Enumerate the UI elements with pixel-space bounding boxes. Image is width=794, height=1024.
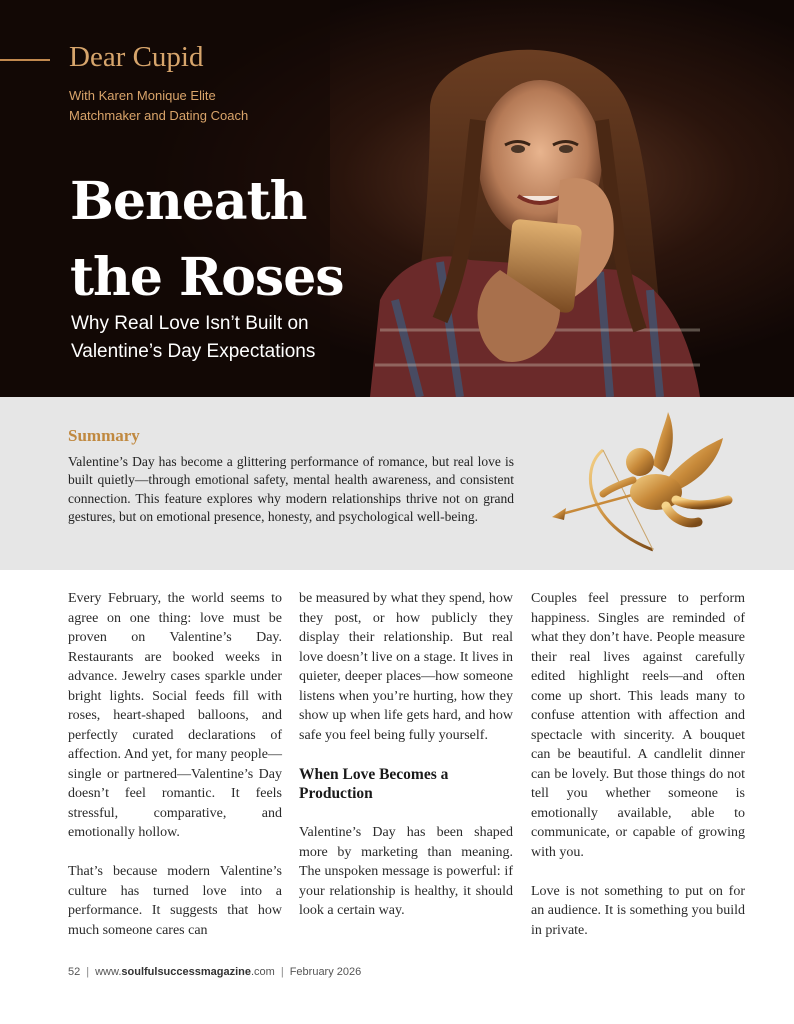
issue-date: February 2026 (289, 966, 362, 978)
footer-separator: | (86, 966, 90, 978)
paragraph: That’s because modern Valentine’s culture has turned love into a performance. It suggests that how much someone cares can (68, 864, 282, 938)
article-column-3 (531, 589, 745, 960)
summary-heading: Summary (68, 426, 140, 445)
footer-url-main: soulfulsuccessmagazine (121, 966, 251, 978)
subtitle-line: Valentine’s Day Expectations (71, 341, 316, 362)
article-column-1 (68, 589, 282, 960)
summary-text: Valentine’s Day has become a glittering performance of romance, but real love is built quietly—through emotional safety, mental health awareness, and consistent connection. This feature explores why modern relationships thrive not on grand gestures, but on emotional presence, honesty, and psychological well-being. (68, 454, 514, 524)
title-line: Beneath (70, 171, 307, 232)
page-footer (68, 966, 361, 978)
footer-separator: | (280, 966, 284, 978)
paragraph: Every February, the world seems to agree on one thing: love must be proven on Valentine’s Day. Restaurants are booked weeks in advance. Jewelry cases sparkle under bright lights. Social feeds fill with roses, heart-shaped balloons, and perfectly curated declarations of affection. And yet, for many people—single or partnered—Valentine’s Day doesn’t feel romantic. It feels stressful, comparative, and emotionally hollow. (68, 591, 282, 840)
column-name: Dear Cupid (69, 41, 204, 73)
byline-line: With Karen Monique Elite (69, 88, 216, 103)
paragraph: be measured by what they spend, how they post, or how publicly they display their relationship. But real love doesn’t live on a stage. It lives in quieter, deeper places—how someone listens when you’re hurting, how they show up when life gets hard, and how safe you feel being fully yourself. (299, 591, 513, 743)
cupid-icon (548, 410, 738, 560)
article-subtitle (71, 310, 315, 366)
hero-banner (0, 0, 794, 397)
paragraph: Love is not something to put on for an audience. It is something you build in private. (531, 883, 745, 938)
article-title (70, 164, 344, 316)
page-number: 52 (68, 966, 81, 978)
decorative-rule (0, 59, 50, 61)
subtitle-line: Why Real Love Isn’t Built on (71, 313, 309, 334)
article-column-2 (299, 589, 513, 940)
paragraph: Valentine’s Day has been shaped more by marketing than meaning. The unspoken message is powerful: if your relationship is healthy, it should look a certain way. (299, 825, 513, 918)
footer-url-suffix: .com (251, 966, 275, 978)
title-line: the Roses (70, 247, 344, 308)
byline (69, 86, 248, 126)
byline-line: Matchmaker and Dating Coach (69, 108, 249, 123)
section-heading: When Love Becomes a Production (299, 765, 449, 802)
footer-url-prefix: www. (95, 966, 122, 978)
paragraph: Couples feel pressure to perform happiness. Singles are reminded of what they don’t have. People measure their real lives against carefully edited highlight reels—and often come up short. This leads many to confuse attention with affection and spectacle with sincerity. A bouquet can be beautiful. A candlelit dinner can be lovely. But those things do not tell you whether someone is emotionally available, able to communicate, or capable of growing with you. (531, 591, 745, 860)
